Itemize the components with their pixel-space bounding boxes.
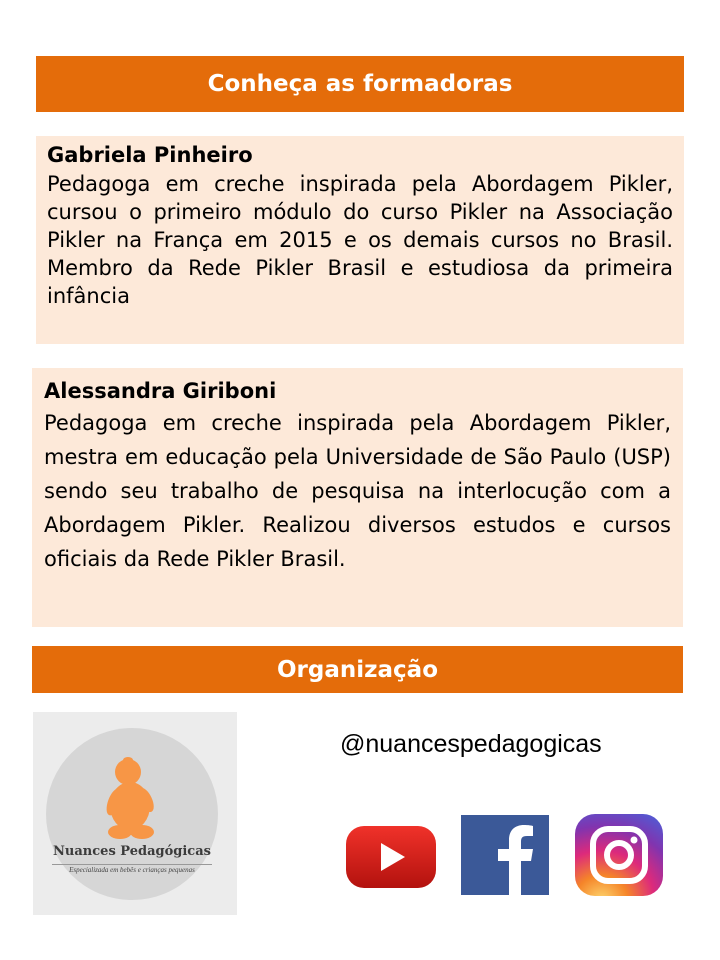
section-banner-organization	[32, 646, 683, 693]
facebook-icon[interactable]	[461, 815, 549, 895]
trainer-card	[32, 368, 683, 627]
trainer-name: Gabriela Pinheiro	[47, 143, 253, 167]
logo-divider	[52, 864, 212, 865]
instagram-icon[interactable]	[575, 814, 663, 896]
logo-badge	[46, 728, 218, 900]
trainer-bio: Pedagoga em creche inspirada pela Abordagem Pikler, mestra em educação pela Universidade de São Paulo (USP) sendo seu trabalho de pesquisa na interlocução com a Abordagem Pikler. Realizou diversos estudos e cursos oficiais da Rede Pikler Brasil.	[44, 411, 671, 571]
logo-title: Nuances Pedagógicas	[53, 844, 211, 859]
section-banner-trainers	[36, 56, 684, 112]
social-handle[interactable]: @nuancespedagogicas	[340, 730, 602, 758]
trainer-bio: Pedagoga em creche inspirada pela Abordagem Pikler, cursou o primeiro módulo do curso Pikler na Associação Pikler na França em 2015 e os demais cursos no Brasil. Membro da Rede Pikler Brasil e estudiosa da primeira infância	[47, 172, 673, 308]
baby-silhouette-icon	[102, 754, 162, 844]
trainer-name: Alessandra Giriboni	[44, 379, 277, 403]
section-title: Organização	[277, 656, 438, 683]
logo-tagline: Especializada em bebês e crianças pequenas	[69, 866, 195, 874]
section-title: Conheça as formadoras	[207, 71, 513, 97]
organization-logo	[33, 712, 237, 915]
trainer-card	[36, 136, 684, 344]
youtube-icon[interactable]	[344, 824, 438, 890]
